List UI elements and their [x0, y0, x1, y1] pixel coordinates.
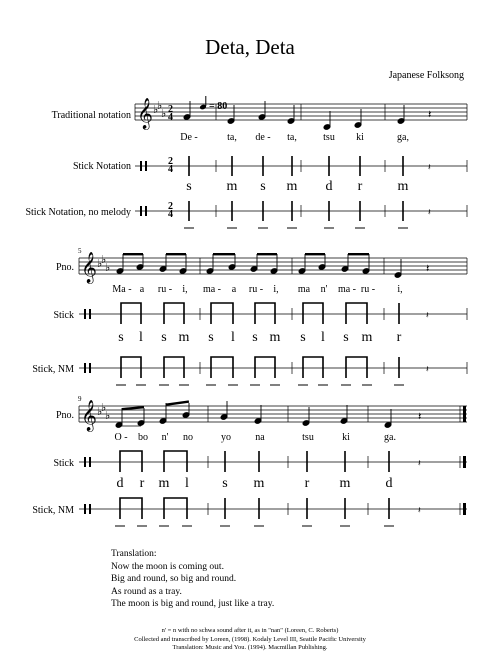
staff-label-traditional: Traditional notation	[51, 110, 131, 121]
translation-block	[111, 548, 274, 611]
lyric-syllable: n'	[320, 284, 328, 295]
stick-rest-icon: 𝄽	[418, 458, 421, 468]
solfege-syllable: m	[286, 179, 298, 194]
lyric-syllable: Ma -	[112, 284, 132, 295]
flat-icon: ♭	[157, 100, 163, 112]
solfege	[118, 330, 401, 345]
solfege-syllable: m	[253, 476, 265, 491]
flat-icon: ♭	[105, 410, 111, 422]
solfege-syllable: m	[397, 179, 409, 194]
treble-clef-icon: 𝄞	[137, 98, 153, 128]
solfege-syllable: s	[222, 476, 228, 491]
solfege-syllable: m	[269, 330, 281, 345]
footer-line: Translation: Music and You. (1994). Macmillan Publishing.	[172, 644, 328, 651]
solfege-syllable: s	[300, 330, 306, 345]
lyric-syllable: ta,	[287, 132, 297, 143]
treble-clef-icon: 𝄞	[81, 252, 97, 282]
translation-line: As round as a tray.	[111, 586, 182, 597]
time-sig-top: 2	[168, 156, 173, 167]
solfege	[186, 179, 408, 194]
staff-label-stick: Stick Notation	[72, 161, 131, 172]
solfege-syllable: m	[339, 476, 351, 491]
lyric-syllable: na	[255, 432, 265, 443]
flat-icon: ♭	[161, 108, 167, 120]
footer-notes	[0, 627, 500, 653]
lyric-syllable: bo	[138, 432, 148, 443]
solfege-syllable: s	[252, 330, 258, 345]
translation-line: The moon is big and round, just like a tray.	[111, 599, 275, 609]
staff-label-stick-nm: Stick, NM	[32, 364, 74, 375]
lyric-syllable: yo	[221, 432, 231, 443]
quarter-rest-icon: 𝄽	[426, 263, 430, 275]
system-1	[25, 97, 467, 228]
final-barline	[463, 406, 466, 422]
flat-icon: ♭	[101, 254, 107, 266]
staff-label-stick: Stick	[53, 458, 74, 469]
lyrics	[114, 432, 396, 443]
footer-line: Collected and transcribed by Loreen, (1998). Kodaly Level III, Seattle Pacific University	[134, 635, 366, 643]
staff-label-stick-nm: Stick Notation, no melody	[25, 207, 131, 218]
lyric-syllable: n'	[161, 432, 169, 443]
lyric-syllable: tsu	[323, 132, 335, 143]
tempo-text: = 80	[209, 101, 228, 112]
solfege-syllable: s	[186, 179, 192, 194]
composer-credit: Japanese Folksong	[388, 70, 464, 81]
lyric-syllable: tsu	[302, 432, 314, 443]
stick-rest-icon: 𝄽	[426, 310, 429, 320]
treble-clef-icon: 𝄞	[81, 400, 97, 430]
lyric-syllable: ga.	[384, 432, 396, 443]
solfege-syllable: r	[304, 476, 310, 491]
solfege	[117, 476, 393, 491]
solfege-syllable: d	[325, 179, 333, 194]
stick-rest-icon: 𝄽	[426, 364, 429, 374]
lyric-syllable: i,	[397, 284, 403, 295]
lyric-syllable: ta,	[227, 132, 237, 143]
lyric-syllable: De -	[180, 132, 198, 143]
stick-rest-icon: 𝄽	[428, 162, 431, 172]
song-title: Deta, Deta	[205, 35, 295, 59]
lyric-syllable: de -	[255, 132, 271, 143]
percussion-clef-icon	[140, 161, 147, 216]
flat-icon: ♭	[97, 406, 103, 418]
solfege-syllable: l	[185, 476, 189, 491]
time-sig-bottom: 4	[168, 164, 173, 175]
quarter-rest-icon: 𝄽	[428, 109, 432, 121]
lyric-syllable: i,	[273, 284, 279, 295]
solfege-syllable: s	[118, 330, 124, 345]
translation-line: Big and round, so big and round.	[111, 574, 237, 584]
system-2	[32, 247, 467, 385]
stick-rest-icon: 𝄽	[418, 505, 421, 515]
time-sig-bottom: 4	[168, 209, 173, 220]
solfege-syllable: m	[178, 330, 190, 345]
solfege-syllable: l	[321, 330, 325, 345]
staff-label-pno: Pno.	[55, 410, 74, 421]
lyric-syllable: ma -	[337, 284, 357, 295]
time-sig-bottom: 4	[168, 112, 173, 123]
solfege-syllable: s	[343, 330, 349, 345]
solfege-syllable: r	[357, 179, 363, 194]
staff-lines	[135, 104, 467, 211]
lyrics	[180, 132, 409, 143]
solfege-syllable: s	[161, 330, 167, 345]
lyric-syllable: a	[231, 284, 237, 295]
solfege-syllable: d	[116, 476, 124, 491]
system-3	[32, 395, 467, 526]
time-sig-top: 2	[168, 201, 173, 212]
lyric-syllable: ki	[342, 432, 350, 443]
stick-rest-icon: 𝄽	[428, 207, 431, 217]
staff-label-stick: Stick	[53, 310, 74, 321]
time-sig-top: 2	[168, 104, 173, 115]
solfege-syllable: l	[139, 330, 143, 345]
lyric-syllable: ru -	[157, 284, 173, 295]
flat-icon: ♭	[101, 402, 107, 414]
lyric-syllable: a	[139, 284, 145, 295]
solfege-syllable: m	[361, 330, 373, 345]
solfege-syllable: r	[396, 330, 402, 345]
flat-icon: ♭	[97, 258, 103, 270]
lyric-syllable: ki	[356, 132, 364, 143]
solfege-syllable: d	[385, 476, 393, 491]
lyric-syllable: no	[183, 432, 193, 443]
solfege-syllable: r	[139, 476, 145, 491]
flat-icon: ♭	[105, 262, 111, 274]
solfege-syllable: m	[158, 476, 170, 491]
lyric-syllable: O -	[114, 432, 128, 443]
measure-number: 5	[78, 247, 82, 255]
translation-line: Now the moon is coming out.	[111, 561, 224, 572]
lyric-syllable: ma -	[202, 284, 222, 295]
flat-icon: ♭	[153, 104, 159, 116]
solfege-syllable: m	[226, 179, 238, 194]
footer-line: n' = n with no schwa sound after it, as in "nan" (Loreen, C. Roberts)	[161, 627, 339, 634]
quarter-rest-icon: 𝄽	[418, 411, 422, 423]
lyric-syllable: ga,	[397, 132, 409, 143]
solfege-syllable: l	[231, 330, 235, 345]
lyrics	[112, 284, 402, 295]
staff-label-pno: Pno.	[55, 262, 74, 273]
lyric-syllable: ru -	[248, 284, 264, 295]
lyric-syllable: i,	[182, 284, 188, 295]
solfege-syllable: s	[208, 330, 214, 345]
translation-heading: Translation:	[111, 549, 157, 559]
lyric-syllable: ma	[297, 284, 311, 295]
solfege-syllable: s	[260, 179, 266, 194]
staff-label-stick-nm: Stick, NM	[32, 505, 74, 516]
measure-number: 9	[78, 395, 82, 403]
lyric-syllable: ru -	[360, 284, 376, 295]
